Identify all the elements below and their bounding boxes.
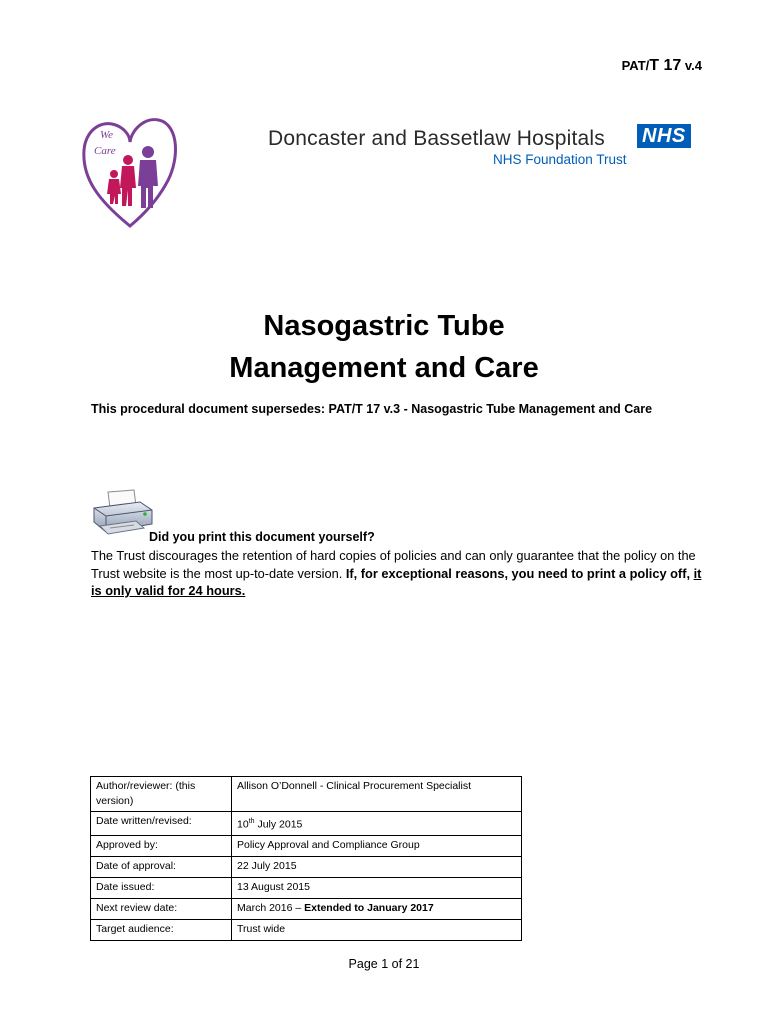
supersedes-note: This procedural document supersedes: PAT/T 17 v.3 - Nasogastric Tube Management and Care <box>91 402 653 416</box>
table-label: Date of approval: <box>91 856 232 877</box>
date-rest: July 2015 <box>254 818 303 831</box>
table-row <box>91 877 522 898</box>
table-value: Trust wide <box>232 919 522 940</box>
document-title-line-1: Nasogastric Tube <box>263 310 505 342</box>
date-day: 10 <box>237 818 249 831</box>
table-row <box>91 898 522 919</box>
table-value <box>232 812 522 836</box>
print-notice-bold: If, for exceptional reasons, you need to print a policy off, <box>345 565 694 581</box>
date-ordinal: th <box>248 818 255 825</box>
we-care-heart-logo-icon <box>78 108 182 232</box>
heart-text-care: Care <box>94 145 116 157</box>
printer-icon <box>90 488 154 538</box>
doc-ref-main: T 17 <box>649 57 682 74</box>
doc-ref-prefix: PAT/ <box>621 58 650 73</box>
table-row <box>91 919 522 940</box>
table-label: Approved by: <box>91 835 232 856</box>
foundation-trust-label: NHS Foundation Trust <box>493 152 627 167</box>
table-label: Date written/revised: <box>91 812 232 836</box>
table-row <box>91 856 522 877</box>
print-question: Did you print this document yourself? <box>149 530 375 544</box>
print-notice-plain: The Trust discourages the retention of hard copies of policies and can only guarantee that the policy on the Trust website is the most up-to-date version. <box>91 548 696 581</box>
table-value <box>232 898 522 919</box>
doc-ref-version: v.4 <box>681 58 702 73</box>
document-reference <box>622 57 702 75</box>
page-number: Page 1 of 21 <box>348 957 420 971</box>
heart-text-we: We <box>100 129 114 141</box>
print-notice-body <box>91 547 711 600</box>
table-row <box>91 777 522 812</box>
trust-name: Doncaster and Bassetlaw Hospitals <box>268 127 605 150</box>
document-title-line-2: Management and Care <box>229 352 539 384</box>
table-label: Target audience: <box>91 919 232 940</box>
table-row <box>91 835 522 856</box>
table-value: Allison O’Donnell - Clinical Procurement Specialist <box>232 777 522 812</box>
review-date-plain: March 2016 – <box>237 901 305 914</box>
table-label: Author/reviewer: (this version) <box>91 777 232 812</box>
table-value: Policy Approval and Compliance Group <box>232 835 522 856</box>
document-info-table <box>90 776 522 941</box>
table-value: 13 August 2015 <box>232 877 522 898</box>
table-label: Date issued: <box>91 877 232 898</box>
table-label: Next review date: <box>91 898 232 919</box>
table-value: 22 July 2015 <box>232 856 522 877</box>
nhs-logo: NHS <box>637 124 691 148</box>
review-date-extended: Extended to January 2017 <box>304 901 434 914</box>
table-row <box>91 812 522 836</box>
print-notice-underlined: it is only valid for 24 hours. <box>91 565 702 598</box>
